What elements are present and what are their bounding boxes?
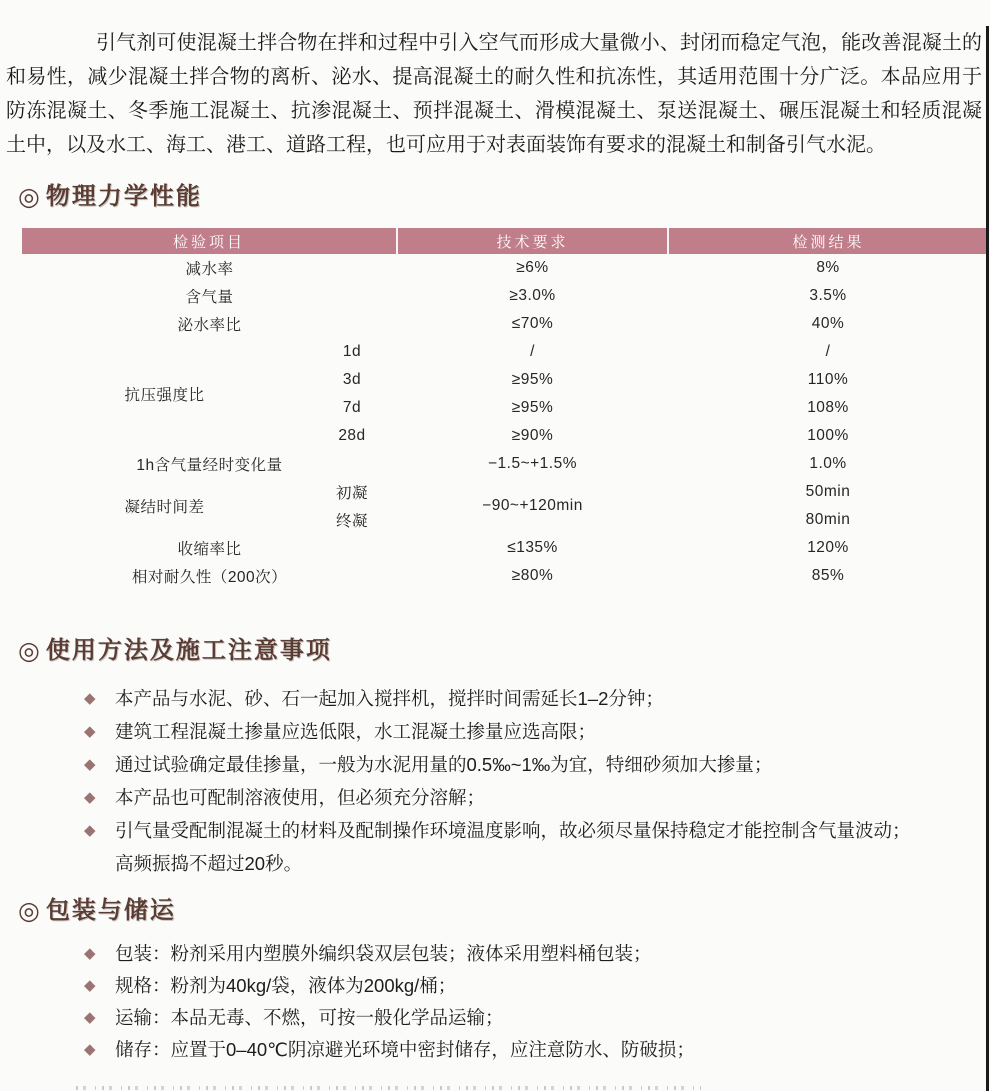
section-title-packaging: 包装与储运 [45,897,176,924]
cell-result: 1.0% [809,455,847,472]
cell-result: 110% [807,371,849,388]
section-title-physical: 物理力学性能 [45,183,202,210]
cell-requirement: −90~+120min [482,497,583,514]
diamond-bullet-icon: ◆ [84,756,96,773]
diamond-bullet-icon: ◆ [84,723,96,740]
diamond-bullet-icon: ◆ [84,945,96,962]
section-heading-usage [18,636,990,666]
column-header-requirement: 技术要求 [397,228,668,254]
section-marker-icon: ◎ [18,637,40,665]
diamond-bullet-icon: ◆ [84,789,96,806]
diamond-bullet-icon: ◆ [84,822,96,839]
table-row [22,282,988,310]
bullet-text: 本产品与水泥、砂、石一起加入搅拌机，搅拌时间需延长1–2分钟； [115,688,664,709]
table-row [22,534,988,562]
cell-sub-item: 终凝 [336,513,369,530]
bullet-text: 包装：粉剂采用内塑膜外编织袋双层包装；液体采用塑料桶包装； [115,943,652,964]
list-item [84,682,970,715]
bullet-text: 本产品也可配制溶液使用，但必须充分溶解； [115,787,486,808]
list-item [84,1034,970,1066]
cell-result: 100% [807,427,849,444]
cell-sub-item: 7d [342,399,362,416]
cell-requirement: ≤70% [511,315,554,332]
bullet-text: 规格：粉剂为40kg/袋，液体为200kg/桶； [115,975,457,996]
diamond-bullet-icon: ◆ [84,1009,96,1026]
list-item [84,715,970,748]
table-row [22,450,988,478]
cell-requirement: / [530,343,535,360]
diamond-bullet-icon: ◆ [84,1041,96,1058]
cell-requirement: ≥6% [516,259,549,276]
clipped-text-remnant [76,1086,701,1090]
scan-edge-line [986,26,989,1091]
table-row [22,562,988,590]
properties-table [22,228,988,590]
cell-requirement: −1.5~+1.5% [487,455,578,472]
cell-result: / [825,343,831,360]
cell-sub-item: 1d [342,343,362,360]
cell-requirement: ≥80% [511,567,554,584]
bullet-text: 储存：应置于0–40℃阴凉避光环境中密封储存，应注意防水、防破损； [115,1039,695,1060]
table-row [22,338,988,366]
column-header-result: 检测结果 [668,228,988,254]
list-item [84,938,970,970]
section-title-usage: 使用方法及施工注意事项 [45,637,332,664]
cell-result: 120% [807,539,849,556]
section-heading-physical [18,182,990,212]
table-row [22,254,988,282]
bullet-text: 通过试验确定最佳掺量，一般为水泥用量的0.5‰~1‰为宜，特细砂须加大掺量； [115,754,773,775]
column-header-test-item: 检验项目 [22,228,397,254]
bullet-text: 运输：本品无毒、不燃，可按一般化学品运输； [115,1007,504,1028]
cell-result: 50min [805,483,851,500]
intro-paragraph: 引气剂可使混凝土拌合物在拌和过程中引入空气而形成大量微小、封闭而稳定气泡，能改善混凝土的和易性，减少混凝土拌合物的离析、泌水、提高混凝土的耐久性和抗冻性，其适用范围十分广泛。本品应用于防冻混凝土、冬季施工混凝土、抗渗混凝土、预拌混凝土、滑模混凝土、泵送混凝土、碾压混凝土和轻质混凝土中，以及水工、海工、港工、道路工程，也可应用于对表面装饰有要求的混凝土和制备引气水泥。 [6,32,982,156]
section-heading-packaging [18,896,990,926]
list-item [84,970,970,1002]
cell-result: 3.5% [809,287,847,304]
table-header-row [22,228,988,254]
diamond-bullet-icon: ◆ [84,690,96,707]
cell-sub-item: 3d [342,371,362,388]
cell-sub-item: 初凝 [336,485,369,502]
cell-requirement: ≥95% [511,399,554,416]
cell-test-item: 含气量 [185,289,234,306]
cell-test-item: 1h含气量经时变化量 [136,457,283,474]
table-row [22,310,988,338]
cell-test-item: 减水率 [185,261,234,278]
cell-requirement: ≥90% [511,427,554,444]
list-item [84,781,970,814]
cell-test-item: 泌水率比 [177,317,242,334]
list-item [84,1002,970,1034]
list-item [84,748,970,781]
cell-result: 8% [816,259,840,276]
cell-result: 80min [805,511,851,528]
cell-requirement: ≤135% [507,539,558,556]
cell-requirement: ≥95% [511,371,554,388]
section-marker-icon: ◎ [18,897,40,925]
cell-group-label: 凝结时间差 [124,499,205,516]
cell-requirement: ≥3.0% [509,287,556,304]
section-marker-icon: ◎ [18,183,40,211]
diamond-bullet-icon: ◆ [84,977,96,994]
cell-result: 40% [811,315,845,332]
table-row [22,478,988,506]
list-item [84,814,970,880]
cell-group-label: 抗压强度比 [124,387,205,404]
usage-bullet-list [84,682,970,880]
cell-result: 108% [807,399,849,416]
cell-result: 85% [811,567,845,584]
packaging-bullet-list [84,938,970,1066]
cell-test-item: 相对耐久性（200次） [131,569,288,586]
cell-sub-item: 28d [338,427,366,444]
bullet-text: 引气量受配制混凝土的材料及配制操作环境温度影响，故必须尽量保持稳定才能控制含气量波动；高频振捣不超过20秒。 [115,820,911,874]
cell-test-item: 收缩率比 [177,541,242,558]
bullet-text: 建筑工程混凝土掺量应选低限，水工混凝土掺量应选高限； [115,721,597,742]
